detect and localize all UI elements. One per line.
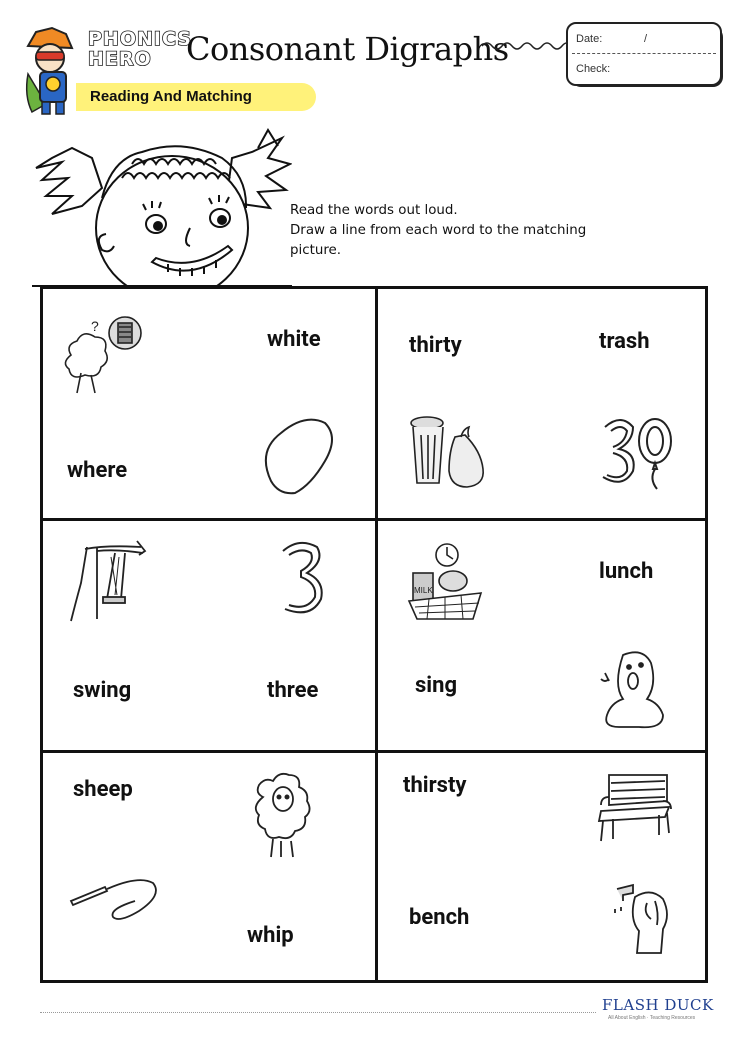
word-lunch[interactable]: lunch (599, 559, 654, 584)
word-three[interactable]: three (267, 678, 319, 703)
phonics-hero-logo: PHONICS HERO (88, 28, 192, 70)
grid-divider-vertical (375, 289, 378, 980)
lunch-box-icon[interactable] (405, 541, 487, 623)
date-slash: / (644, 33, 648, 45)
number-30-balloons-icon[interactable] (599, 413, 675, 497)
date-label: Date: (576, 33, 603, 45)
word-sing[interactable]: sing (415, 673, 458, 698)
potato-icon[interactable] (261, 411, 337, 497)
word-bench[interactable]: bench (409, 905, 470, 930)
worksheet-grid (40, 286, 708, 983)
subtitle-banner: Reading And Matching (76, 83, 316, 111)
instructions (290, 201, 670, 261)
word-thirty[interactable]: thirty (409, 333, 462, 358)
word-swing[interactable]: swing (73, 678, 132, 703)
girl-illustration-icon (32, 118, 292, 288)
trash-can-icon[interactable] (405, 411, 489, 491)
page-title: Consonant Digraphs (186, 30, 509, 68)
drinking-tap-icon[interactable] (607, 879, 677, 955)
singer-icon[interactable] (599, 645, 669, 731)
whip-icon[interactable] (69, 871, 161, 933)
word-where[interactable]: where (67, 458, 128, 483)
grid-divider-horizontal (43, 750, 705, 753)
word-whip[interactable]: whip (247, 923, 294, 948)
squiggle-line-icon (482, 38, 570, 54)
grid-divider-horizontal (43, 518, 705, 521)
instruction-line: picture. (290, 243, 342, 258)
flash-duck-logo: FLASH DUCK All About English · Teaching Resources (602, 996, 714, 1021)
instruction-line: Read the words out loud. (290, 203, 458, 218)
svg-text:MILK: MILK (414, 586, 433, 595)
check-label: Check: (576, 63, 611, 75)
word-sheep[interactable]: sheep (73, 777, 133, 802)
sheep-icon[interactable] (249, 769, 315, 861)
phonics-hero-mascot-icon (22, 26, 82, 116)
bench-icon[interactable] (595, 771, 673, 843)
date-check-box (566, 22, 722, 86)
where-icon[interactable] (61, 309, 143, 395)
svg-text:?: ? (91, 318, 99, 334)
footer-divider (40, 1012, 596, 1013)
tree-swing-icon[interactable] (67, 537, 151, 623)
date-divider (572, 53, 716, 54)
word-thirsty[interactable]: thirsty (403, 773, 467, 798)
word-white[interactable]: white (267, 327, 321, 352)
word-trash[interactable]: trash (599, 329, 650, 354)
number-3-icon[interactable] (279, 539, 327, 619)
instruction-line: Draw a line from each word to the matching (290, 223, 587, 238)
